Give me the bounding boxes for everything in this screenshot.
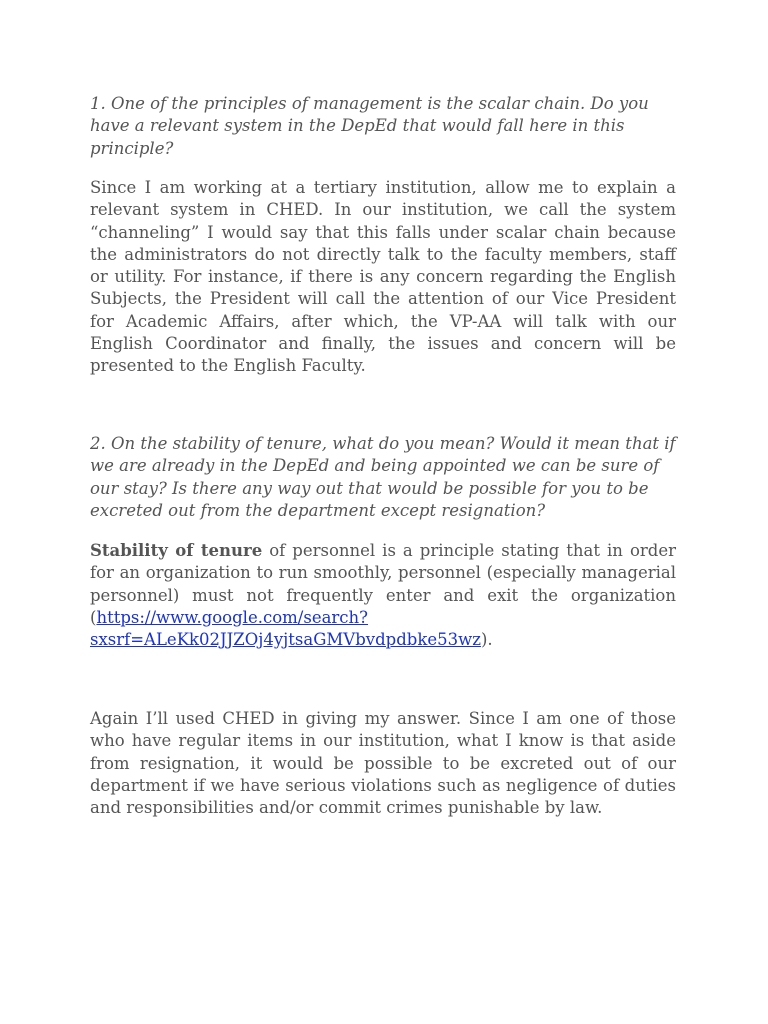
question-2: 2. On the stability of tenure, what do you mean? Would it mean that if we are already in the DepEd and being appointed we can be sure of our stay? Is there any way out that would be possible for you to be excreted out from the department except resignation? xyxy=(90,434,676,520)
source-link[interactable] xyxy=(90,608,481,649)
answer-2-text: of personnel is a principle stating that in order for an organization to run smoothly, personnel (especially managerial personnel) must not frequently enter and exit the organization ( xyxy=(90,541,676,627)
question-1: 1. One of the principles of management is the scalar chain. Do you have a relevant system in the DepEd that would fall here in this principle? xyxy=(90,94,649,158)
answer-2 xyxy=(90,540,676,651)
answer-2-term: Stability of tenure xyxy=(90,541,263,560)
source-link-line-2: sxsrf=ALeKk02JJZOj4yjtsaGMVbvdpdbke53wz xyxy=(90,630,481,650)
answer-3: Again I’ll used CHED in giving my answer. Since I am one of those who have regular items in our institution, what I know is that aside from resignation, it would be possible to be excreted out of our department if we have serious violations such as negligence of duties and responsibilities and/or commit crimes punishable by law. xyxy=(90,709,676,818)
answer-1: Since I am working at a tertiary institution, allow me to explain a relevant system in CHED. In our institution, we call the system “channeling” I would say that this falls under scalar chain because the administrators do not directly talk to the faculty members, staff or utility. For instance, if there is any concern regarding the English Subjects, the President will call the attention of our Vice President for Academic Affairs, after which, the VP-AA will talk with our English Coordinator and finally, the issues and concern will be presented to the English Faculty. xyxy=(90,178,676,376)
answer-2-closing: ). xyxy=(480,630,493,650)
source-link-line-1: https://www.google.com/search? xyxy=(96,607,369,627)
